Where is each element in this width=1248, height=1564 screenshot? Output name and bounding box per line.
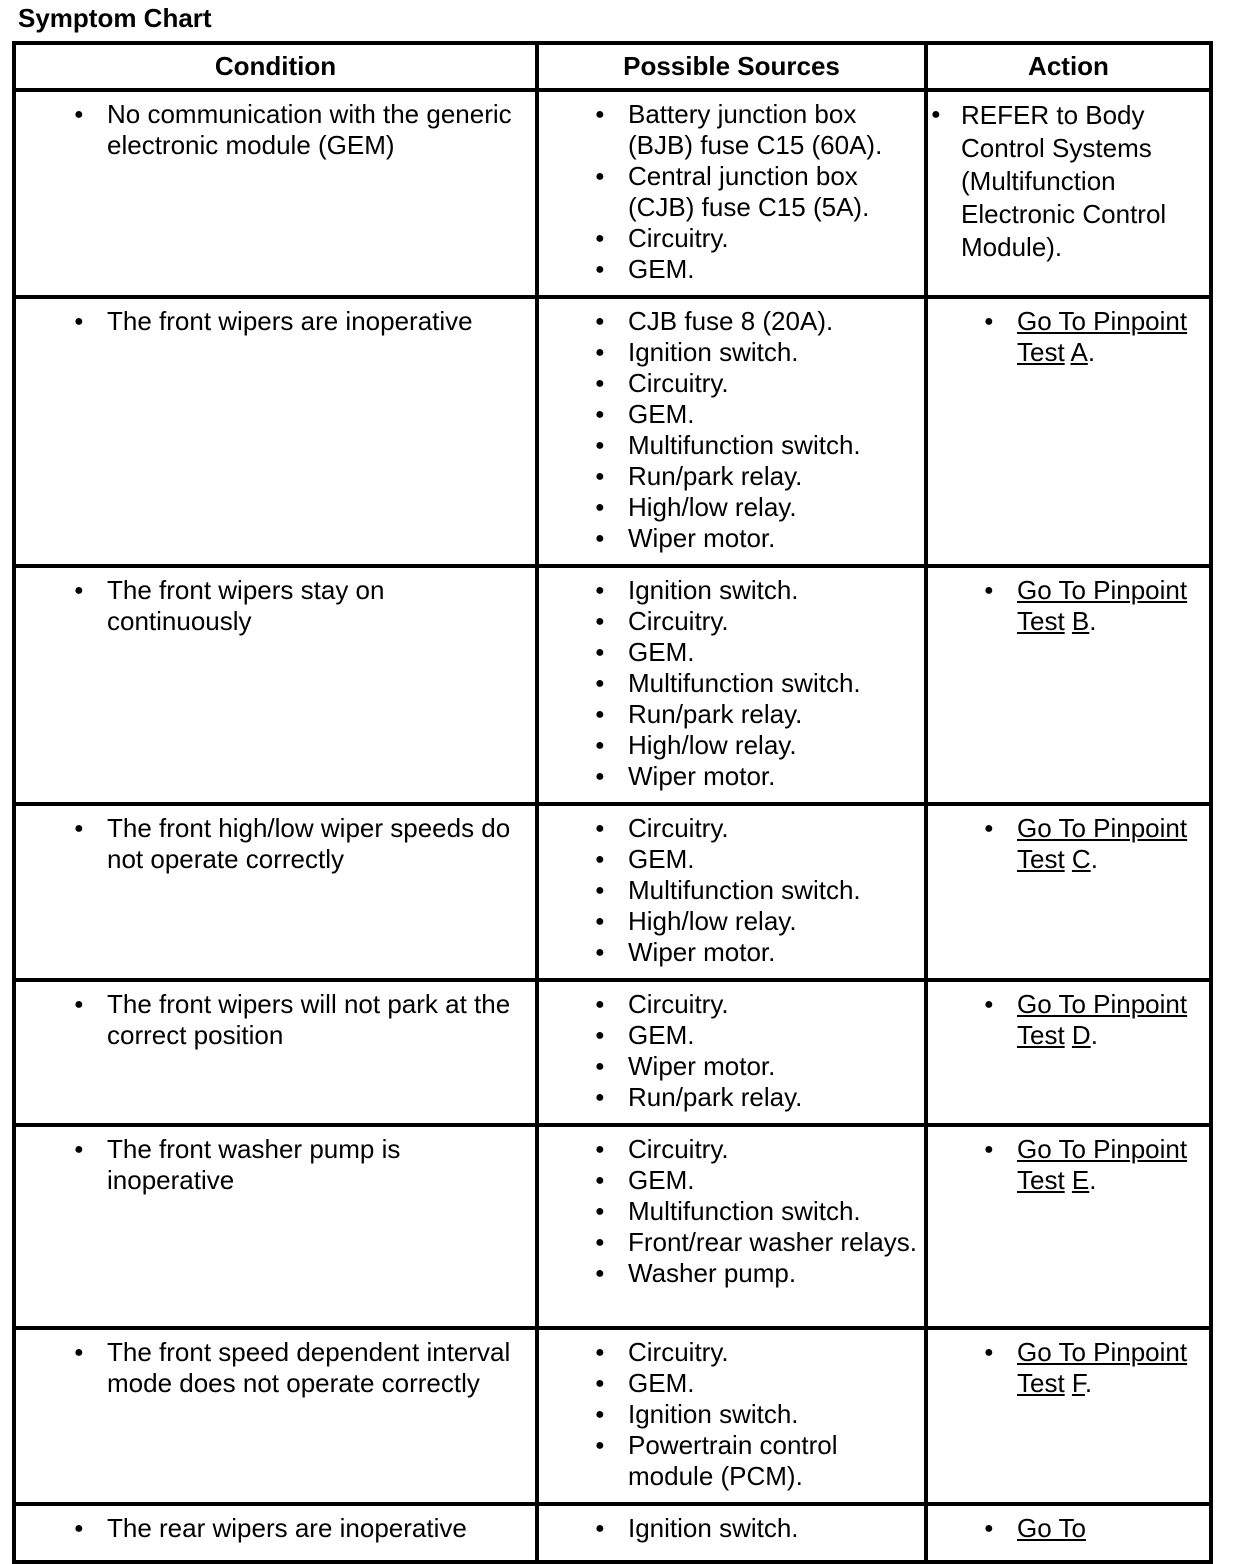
table-row bbox=[14, 297, 1211, 566]
source-item: ● Circuitry. bbox=[628, 223, 920, 254]
condition-text: ● The front high/low wiper speeds do not operate correctly bbox=[107, 813, 531, 875]
source-item: ● GEM. bbox=[628, 637, 920, 668]
source-item: ● GEM. bbox=[628, 844, 920, 875]
page-title: Symptom Chart bbox=[18, 3, 212, 33]
condition-text: ● The front wipers are inoperative bbox=[107, 306, 531, 337]
action-cell bbox=[926, 1125, 1211, 1328]
source-item: ● Washer pump. bbox=[628, 1258, 920, 1289]
pinpoint-test-letter-link[interactable]: C bbox=[1071, 844, 1091, 874]
source-item: ● Multifunction switch. bbox=[628, 430, 920, 461]
sources-cell bbox=[537, 1504, 926, 1562]
source-item: ● Wiper motor. bbox=[628, 937, 920, 968]
source-item: ● Circuitry. bbox=[628, 606, 920, 637]
period: . bbox=[1090, 1020, 1098, 1050]
table-header-row bbox=[14, 43, 1211, 90]
sources-cell bbox=[537, 566, 926, 804]
pinpoint-test-letter-link[interactable]: A bbox=[1070, 337, 1088, 367]
table-row bbox=[14, 1328, 1211, 1504]
source-item: ● Circuitry. bbox=[628, 1134, 920, 1165]
sources-cell bbox=[537, 1125, 926, 1328]
source-item: ● Run/park relay. bbox=[628, 1082, 920, 1113]
condition-text: ● The front wipers stay on continuously bbox=[107, 575, 531, 637]
source-item: ● Circuitry. bbox=[628, 989, 920, 1020]
source-item: ● Ignition switch. bbox=[628, 1399, 920, 1430]
pinpoint-test-link[interactable]: Go To Pinpoint Test bbox=[1017, 813, 1188, 874]
action-cell bbox=[926, 90, 1211, 297]
source-item: ● Circuitry. bbox=[628, 1337, 920, 1368]
source-item: ● GEM. bbox=[628, 1165, 920, 1196]
condition-text: ● The front washer pump is inoperative bbox=[107, 1134, 531, 1196]
action-cell bbox=[926, 804, 1211, 980]
source-item: ● GEM. bbox=[628, 254, 920, 285]
pinpoint-test-link[interactable]: Go To Pinpoint Test bbox=[1017, 306, 1188, 367]
period: . bbox=[1087, 337, 1096, 367]
condition-text: ● The front speed dependent interval mode does not operate correctly bbox=[107, 1337, 531, 1399]
header-action: Action bbox=[926, 43, 1211, 90]
period: . bbox=[1089, 1165, 1097, 1195]
source-item: ● Multifunction switch. bbox=[628, 1196, 920, 1227]
source-item: ● Wiper motor. bbox=[628, 761, 920, 792]
action-cell bbox=[926, 980, 1211, 1125]
action-text bbox=[961, 99, 1205, 264]
sources-cell bbox=[537, 804, 926, 980]
source-item: ● GEM. bbox=[628, 399, 920, 430]
table-row bbox=[14, 1504, 1211, 1562]
period: . bbox=[1089, 606, 1097, 636]
pinpoint-test-link[interactable]: Go To bbox=[1017, 1513, 1086, 1543]
source-item: ● Ignition switch. bbox=[628, 575, 920, 606]
action-cell bbox=[926, 1504, 1211, 1562]
header-possible-sources: Possible Sources bbox=[537, 43, 926, 90]
condition-cell bbox=[14, 980, 537, 1125]
action-cell bbox=[926, 566, 1211, 804]
table-row bbox=[14, 566, 1211, 804]
action-cell bbox=[926, 297, 1211, 566]
source-item: ● Powertrain control module (PCM). bbox=[628, 1430, 920, 1492]
source-item: ● Multifunction switch. bbox=[628, 668, 920, 699]
table-row bbox=[14, 804, 1211, 980]
symptom-chart-table bbox=[12, 41, 1213, 1564]
pinpoint-test-letter-link[interactable]: D bbox=[1071, 1020, 1091, 1050]
pinpoint-test-letter-link[interactable]: F bbox=[1071, 1368, 1085, 1398]
source-item: ● Multifunction switch. bbox=[628, 875, 920, 906]
condition-cell bbox=[14, 1125, 537, 1328]
source-item: ● High/low relay. bbox=[628, 906, 920, 937]
source-item: ● Ignition switch. bbox=[628, 337, 920, 368]
condition-text: ● The rear wipers are inoperative bbox=[107, 1513, 531, 1544]
source-item: ● GEM. bbox=[628, 1368, 920, 1399]
condition-text: ● The front wipers will not park at the correct position bbox=[107, 989, 531, 1051]
condition-cell bbox=[14, 804, 537, 980]
table-row bbox=[14, 90, 1211, 297]
source-item: ● Battery junction box (BJB) fuse C15 (60A). bbox=[628, 99, 920, 161]
condition-cell bbox=[14, 297, 537, 566]
condition-cell bbox=[14, 566, 537, 804]
source-item: ● Front/rear washer relays. bbox=[628, 1227, 920, 1258]
table-row bbox=[14, 1125, 1211, 1328]
source-item: ● Wiper motor. bbox=[628, 523, 920, 554]
refer-text: ● REFER to Body Control Systems (Multifunction Electronic Control Module). bbox=[961, 100, 1167, 262]
source-item: ● High/low relay. bbox=[628, 492, 920, 523]
source-item: ● GEM. bbox=[628, 1020, 920, 1051]
pinpoint-test-link[interactable]: Go To Pinpoint Test bbox=[1017, 1134, 1188, 1195]
sources-cell bbox=[537, 980, 926, 1125]
pinpoint-test-link[interactable]: Go To Pinpoint Test bbox=[1017, 989, 1188, 1050]
pinpoint-test-letter-link[interactable]: E bbox=[1071, 1165, 1090, 1195]
source-item: ● Central junction box (CJB) fuse C15 (5A). bbox=[628, 161, 920, 223]
header-condition: Condition bbox=[14, 43, 537, 90]
sources-cell bbox=[537, 90, 926, 297]
source-item: ● High/low relay. bbox=[628, 730, 920, 761]
source-item: ● Circuitry. bbox=[628, 813, 920, 844]
period: . bbox=[1090, 844, 1098, 874]
source-item: ● Circuitry. bbox=[628, 368, 920, 399]
source-item: ● Ignition switch. bbox=[628, 1513, 920, 1544]
period: . bbox=[1084, 1368, 1093, 1398]
pinpoint-test-link[interactable]: Go To Pinpoint Test bbox=[1017, 575, 1188, 636]
sources-cell bbox=[537, 1328, 926, 1504]
source-item: ● Run/park relay. bbox=[628, 699, 920, 730]
action-cell bbox=[926, 1328, 1211, 1504]
table-row bbox=[14, 980, 1211, 1125]
source-item: ● CJB fuse 8 (20A). bbox=[628, 306, 920, 337]
pinpoint-test-link[interactable]: Go To Pinpoint Test bbox=[1017, 1337, 1188, 1398]
condition-cell bbox=[14, 1328, 537, 1504]
condition-cell bbox=[14, 1504, 537, 1562]
pinpoint-test-letter-link[interactable]: B bbox=[1071, 606, 1090, 636]
sources-cell bbox=[537, 297, 926, 566]
condition-text: ● No communication with the generic electronic module (GEM) bbox=[107, 99, 531, 161]
source-item: ● Run/park relay. bbox=[628, 461, 920, 492]
condition-cell bbox=[14, 90, 537, 297]
source-item: ● Wiper motor. bbox=[628, 1051, 920, 1082]
